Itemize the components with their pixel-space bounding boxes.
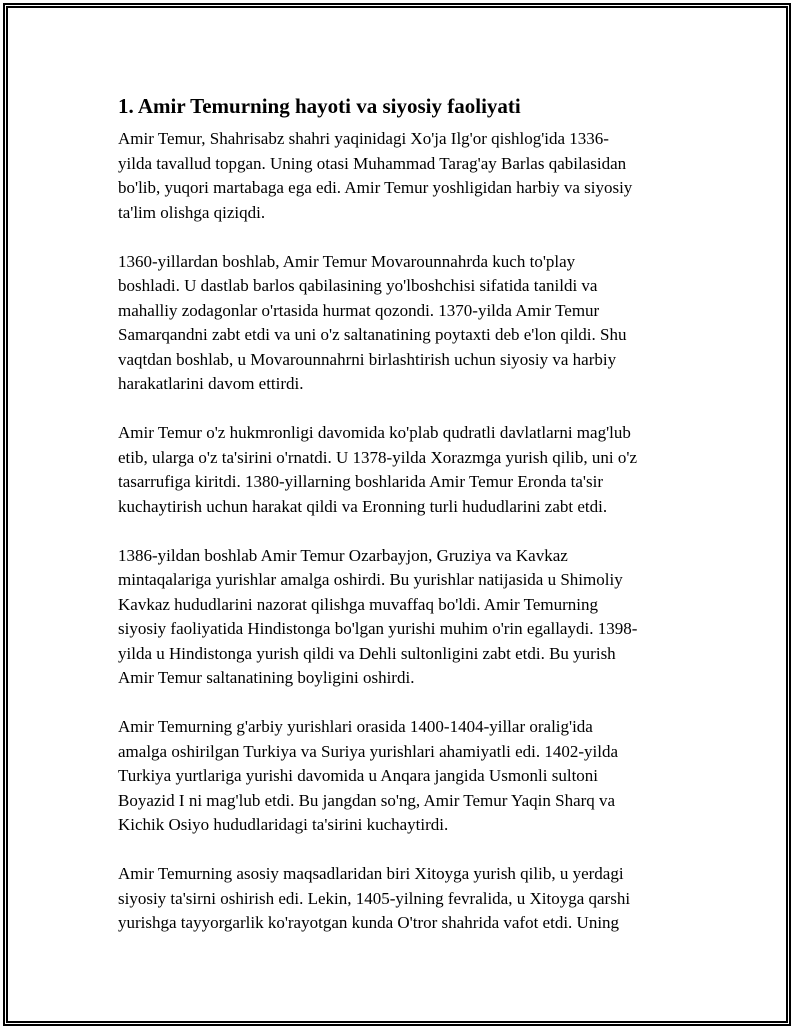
text-line: Amir Temurning g'arbiy yurishlari orasida 1400-1404-yillar oralig'ida <box>118 717 593 736</box>
paragraph <box>118 250 688 397</box>
text-line: kuchaytirish uchun harakat qildi va Eronning turli hududlarini zabt etdi. <box>118 496 608 516</box>
paragraph <box>118 715 688 838</box>
text-line: Turkiya yurtlariga yurishi davomida u Anqara jangida Usmonli sultoni <box>118 766 599 785</box>
text-line: Boyazid I ni mag'lub etdi. Bu jangdan so'ng, Amir Temur Yaqin Sharq va <box>118 790 616 810</box>
text-line: 1386-yildan boshlab Amir Temur Ozarbayjon, Gruziya va Kavkaz <box>118 545 568 565</box>
text-line: Kavkaz hududlarini nazorat qilishga muvaffaq bo'ldi. Amir Temurning <box>118 594 598 614</box>
paragraph <box>118 862 688 936</box>
text-line: vaqtdan boshlab, u Movarounnahrni birlashtirish uchun siyosiy va harbiy <box>118 349 617 369</box>
text-line: siyosiy faoliyatida Hindistonga bo'lgan yurishi muhim o'rin egallaydi. 1398- <box>118 619 638 638</box>
text-line: siyosiy ta'sirni oshirish edi. Lekin, 1405-yilning fevralida, u Xitoyga qarshi <box>118 888 631 908</box>
text-line: yilda u Hindistonga yurish qildi va Dehli sultonligini zabt etdi. Bu yurish <box>118 643 616 663</box>
text-line: Kichik Osiyo hududlaridagi ta'sirini kuchaytirdi. <box>118 815 449 834</box>
text-line: yurishga tayyorgarlik ko'rayotgan kunda O'tror shahrida vafot etdi. Uning <box>118 913 620 932</box>
text-line: mahalliy zodagonlar o'rtasida hurmat qozondi. 1370-yilda Amir Temur <box>118 300 600 320</box>
text-line: ta'lim olishga qiziqdi. <box>118 202 266 222</box>
text-line: bo'lib, yuqori martabaga ega edi. Amir Temur yoshligidan harbiy va siyosiy <box>118 178 633 197</box>
text-line: mintaqalariga yurishlar amalga oshirdi. Bu yurishlar natijasida u Shimoliy <box>118 570 623 589</box>
text-line: yilda tavallud topgan. Uning otasi Muhammad Tarag'ay Barlas qabilasidan <box>118 153 627 173</box>
paragraph <box>118 127 688 225</box>
text-line: boshladi. U dastlab barlos qabilasining yo'lboshchisi sifatida tanildi va <box>118 276 598 295</box>
section-heading: 1. Amir Temurning hayoti va siyosiy faoliyati <box>118 94 521 118</box>
text-line: harakatlarini davom ettirdi. <box>118 374 304 393</box>
document-body <box>118 93 688 960</box>
text-line: tasarrufiga kiritdi. 1380-yillarning boshlarida Amir Temur Eronda ta'sir <box>118 472 603 491</box>
text-line: etib, ularga o'z ta'sirini o'rnatdi. U 1378-yilda Xorazmga yurish qilib, uni o'z <box>118 447 637 467</box>
text-line: Amir Temur, Shahrisabz shahri yaqinidagi Xo'ja Ilg'or qishlog'ida 1336- <box>118 129 609 148</box>
paragraph <box>118 544 688 691</box>
text-line: amalga oshirilgan Turkiya va Suriya yurishlari ahamiyatli edi. 1402-yilda <box>118 741 618 761</box>
text-line: Amir Temur o'z hukmronligi davomida ko'plab qudratli davlatlarni mag'lub <box>118 423 631 442</box>
text-line: 1360-yillardan boshlab, Amir Temur Movarounnahrda kuch to'play <box>118 251 576 271</box>
text-line: Amir Temur saltanatining boyligini oshirdi. <box>118 668 415 687</box>
paragraph <box>118 421 688 519</box>
text-line: Samarqandni zabt etdi va uni o'z saltanatining poytaxti deb e'lon qildi. Shu <box>118 325 627 344</box>
text-line: Amir Temurning asosiy maqsadlaridan biri Xitoyga yurish qilib, u yerdagi <box>118 864 624 883</box>
